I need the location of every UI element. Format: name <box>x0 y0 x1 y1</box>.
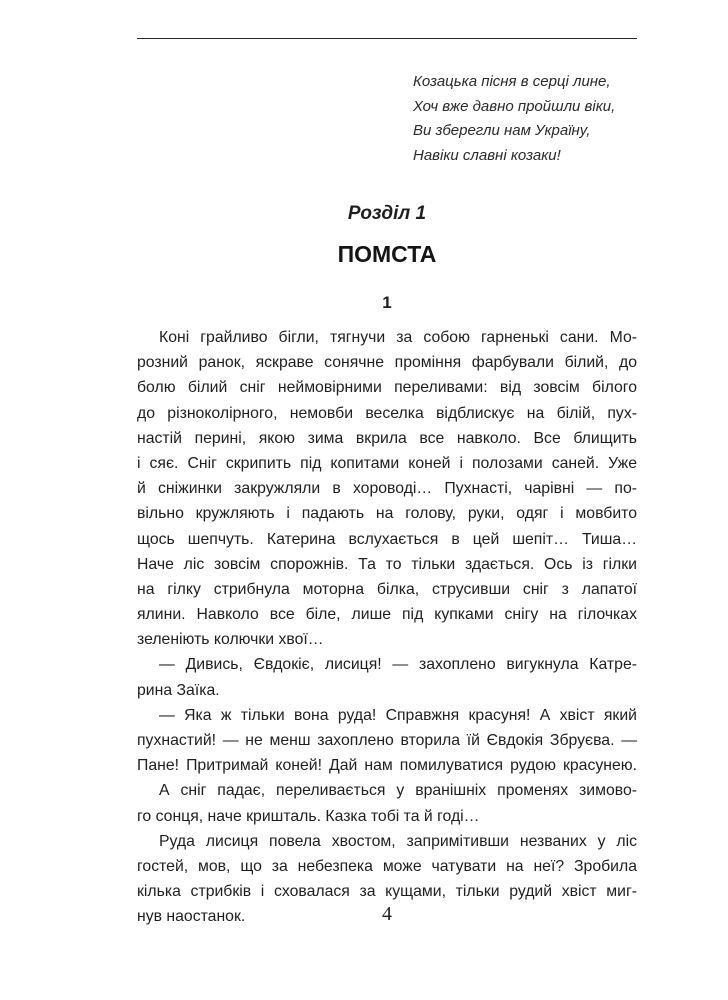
paragraph-line: болю білий сніг неймовірними переливами: від зовсім білого <box>137 379 637 397</box>
epigraph <box>413 70 653 168</box>
paragraph-line: А сніг падає, переливається у вранішніх променях зимово- <box>159 782 637 800</box>
paragraph-line: рина Заїка. <box>137 681 220 699</box>
paragraph-line: зеленіють колючки хвої… <box>137 631 324 649</box>
header-rule <box>137 38 637 39</box>
paragraph-line: Коні грайливо бігли, тягнучи за собою гарненькі сани. Мо- <box>159 329 637 346</box>
paragraph-line: гостей, мов, що за небезпека може чатувати на неї? Зробила <box>137 857 637 875</box>
paragraph-line: пухнастий! — не менш захоплено вторила їй Євдокія Збруєва. — <box>137 732 637 749</box>
paragraph-line: на гілку стрибнула моторна білка, струсивши сніг з лапатої <box>137 580 637 598</box>
paragraph-line: вільно кружляють і падають на голову, руки, одяг і мовбито <box>137 505 637 523</box>
paragraph-line: кілька стрибків і сховалася за кущами, тільки рудий хвіст миг- <box>137 883 637 901</box>
paragraph-line: розний ранок, яскраве сонячне проміння фарбували білий, до <box>137 354 637 372</box>
paragraph-line: Пане! Притримай коней! Дай нам помилуватися рудою красунею. <box>137 757 637 775</box>
paragraph-line: ялини. Навколо все біле, лише під купками снігу на гілочках <box>137 606 637 624</box>
epigraph-line: Ви зберегли нам Україну, <box>413 122 591 139</box>
chapter-label: Розділ 1 <box>347 203 427 224</box>
paragraph-line: щось шепчуть. Катерина вслухається в цей шепіт… Тиша… <box>137 530 637 548</box>
paragraph-line: і сяє. Сніг скрипить під копитами коней і полозами саней. Уже <box>137 454 637 472</box>
paragraph-line: й сніжинки закружляли в хороводі… Пухнасті, чарівні — по- <box>137 480 637 498</box>
paragraph-line: настій перині, якою зима вкрила все навколо. Все блищить <box>137 429 637 447</box>
epigraph-line: Хоч вже давно пройшли віки, <box>413 97 616 115</box>
paragraph-line: нув наостанок. <box>137 908 246 926</box>
paragraph-line: Руда лисиця повела хвостом, запримітивши незваних у ліс <box>159 832 637 850</box>
paragraph-line: Наче ліс зовсім спорожнів. Та то тільки здається. Ось із гілки <box>137 555 637 573</box>
epigraph-line: Навіки славні козаки! <box>413 146 561 164</box>
epigraph-line: Козацька пісня в серці лине, <box>413 73 611 90</box>
paragraph-line: го сонця, наче кришталь. Казка тобі та й годі… <box>137 807 480 825</box>
page-number: 4 <box>382 903 392 925</box>
paragraph-line: — Дивись, Євдокіє, лисиця! — захоплено вигукнула Катре- <box>159 656 637 674</box>
paragraph-line: до різноколірного, немовби веселка відблискує на білій, пух- <box>137 404 637 422</box>
section-number: 1 <box>382 293 392 312</box>
paragraph-line: — Яка ж тільки вона руда! Справжня красуня! А хвіст який <box>159 706 637 724</box>
body-text <box>137 325 637 930</box>
chapter-title: ПОМСТА <box>337 241 437 267</box>
